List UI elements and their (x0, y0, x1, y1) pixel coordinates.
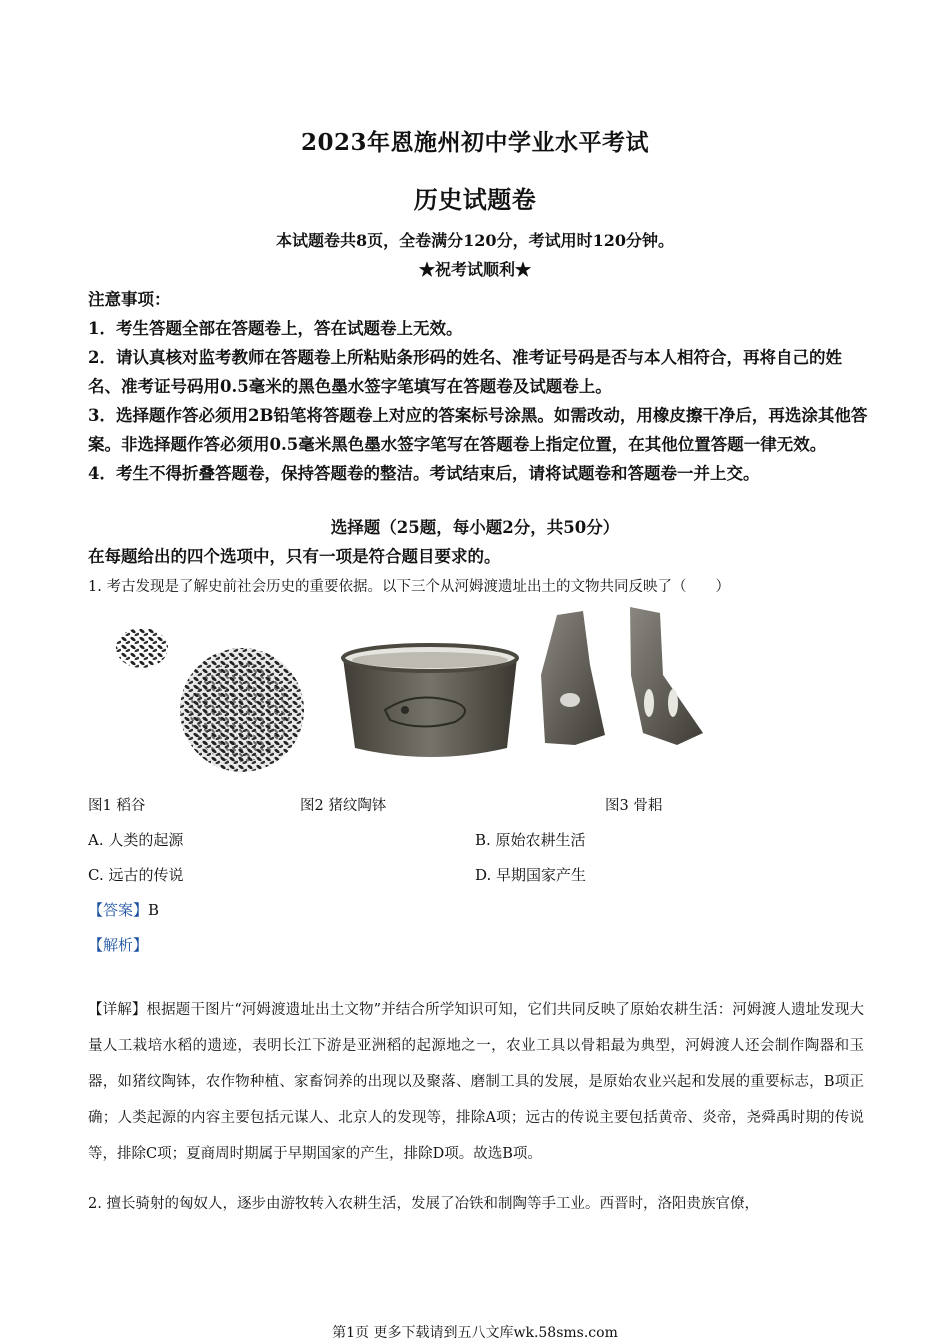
page-footer: 第1页 更多下载请到五八文库wk.58sms.com (332, 1325, 618, 1341)
section-title: 选择题（25题，每小题2分，共50分） (330, 518, 620, 537)
option-c: C. 远古的传说 (88, 866, 184, 884)
question-2-stem: 2. 擅长骑射的匈奴人，逐步由游牧转入农耕生活，发展了冶铁和制陶等手工业。西晋时，洛阳贵族官僚， (88, 1196, 759, 1212)
exam-subtitle: 历史试题卷 (413, 185, 537, 214)
analysis-tag: 【解析】 (88, 936, 149, 954)
notes-list (88, 314, 868, 488)
option-a: A. 人类的起源 (88, 831, 184, 849)
rice-grains-image (112, 620, 327, 780)
note-item: 3．选择题作答必须用2B铅笔将答题卷上对应的答案标号涂黑。如需改动，用橡皮擦干净后，再选涂其他答案。非选择题作答必须用0.5毫米黑色墨水签字笔写在答题卷上指定位置，在其他位置答题一律无效。 (88, 406, 868, 454)
answer-value: B (148, 901, 160, 919)
section-instruction: 在每题给出的四个选项中，只有一项是符合题目要求的。 (88, 547, 501, 566)
exam-wish: ★祝考试顺利★ (418, 260, 531, 279)
answer-line (88, 899, 159, 920)
question-1-stem: 1. 考古发现是了解史前社会历史的重要依据。以下三个从河姆渡遗址出土的文物共同反映了（ ） (88, 579, 730, 595)
explanation-text: 【详解】根据题干图片“河姆渡遗址出土文物”并结合所学知识可知，它们共同反映了原始农耕生活：河姆渡人遗址发现大量人工栽培水稻的遗迹，表明长江下游是亚洲稻的起源地之一，农业工具以骨耜最为典型，河姆渡人还会制作陶器和玉器，如猪纹陶钵，农作物种植、家畜饲养的出现以及聚落、磨制工具的发展，是原始农业兴起和发展的重要标志，B项正确；人类起源的内容主要包括元谋人、北京人的发现等，排除A项；远古的传说主要包括黄帝、炎帝，尧舜禹时期的传说等，排除C项；夏商周时期属于早期国家的产生，排除D项。故选B项。 (88, 1002, 864, 1162)
bone-spade-image (535, 605, 715, 755)
note-item: 2．请认真核对监考教师在答题卷上所粘贴条形码的姓名、准考证号码是否与本人相符合，再将自己的姓名、准考证号码用0.5毫米的黑色墨水签字笔填写在答题卷及试题卷上。 (88, 348, 842, 396)
figure-1-caption: 图1 稻谷 (88, 798, 146, 814)
answer-tag: 【答案】 (88, 901, 149, 919)
option-b: B. 原始农耕生活 (475, 831, 586, 849)
notes-heading: 注意事项： (88, 290, 171, 309)
figure-2-caption: 图2 猪纹陶钵 (300, 798, 387, 814)
pottery-bowl-image (335, 640, 525, 770)
exam-title: 2023年恩施州初中学业水平考试 (300, 129, 649, 156)
note-item: 1．考生答题全部在答题卷上，答在试题卷上无效。 (88, 319, 463, 338)
note-item: 4．考生不得折叠答题卷，保持答题卷的整洁。考试结束后，请将试题卷和答题卷一并上交。 (88, 464, 760, 483)
figure-3-caption: 图3 骨耜 (605, 798, 663, 814)
option-d: D. 早期国家产生 (475, 866, 587, 884)
exam-info: 本试题卷共8页，全卷满分120分，考试用时120分钟。 (276, 231, 674, 250)
